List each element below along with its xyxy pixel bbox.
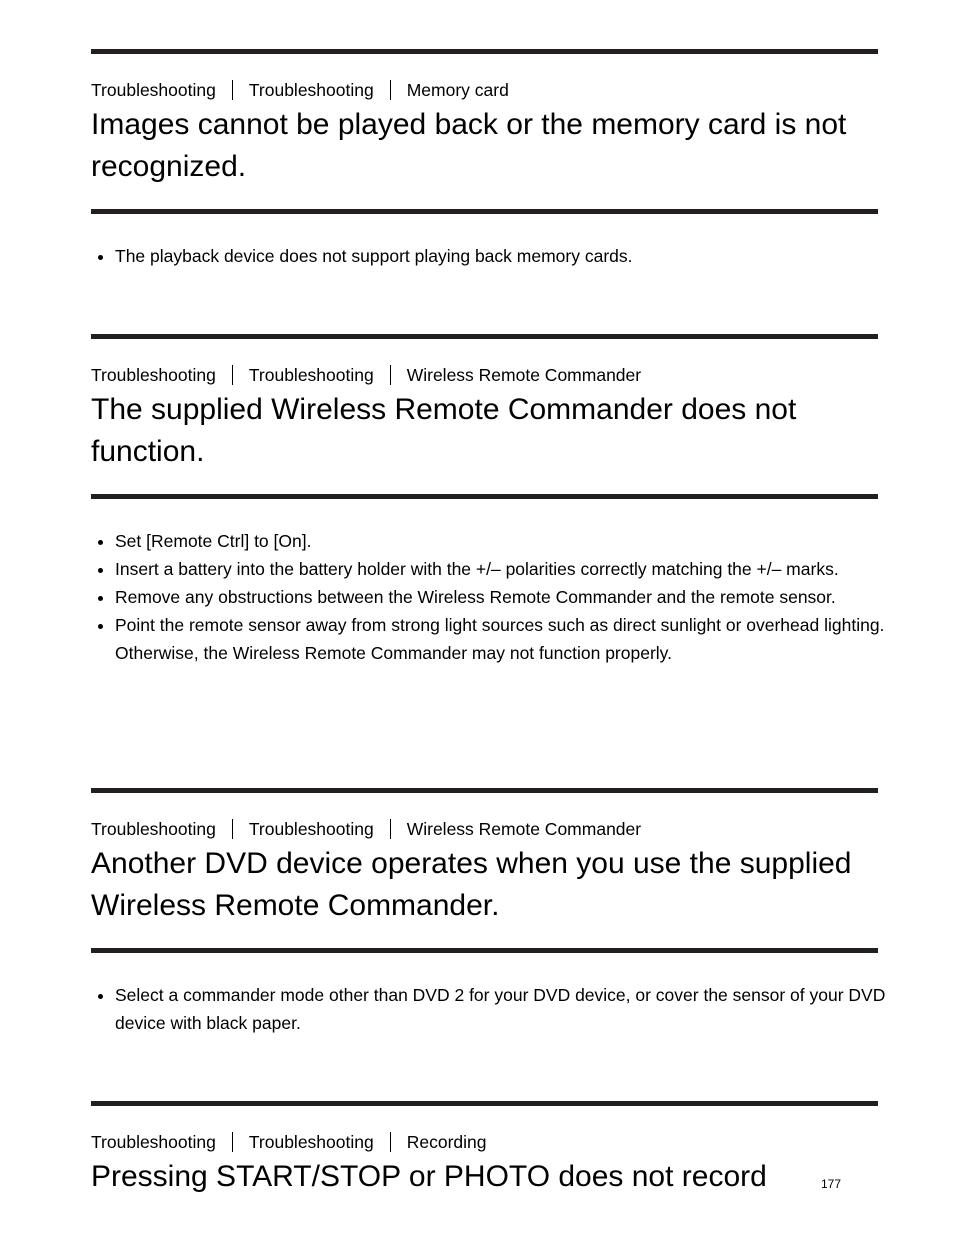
breadcrumb-separator (390, 365, 391, 385)
section-top-rule (91, 49, 878, 54)
breadcrumb-item[interactable]: Troubleshooting (248, 1132, 374, 1152)
breadcrumb-item[interactable]: Troubleshooting (248, 365, 374, 385)
breadcrumb-item[interactable]: Wireless Remote Commander (406, 365, 642, 385)
breadcrumb-item[interactable]: Troubleshooting (91, 365, 216, 385)
list-item: • Insert a battery into the battery holder with the +/– polarities correctly matching the +/– marks. (115, 555, 905, 583)
list-item: • Select a commander mode other than DVD 2 for your DVD device, or cover the sensor of your DVD device with black paper. (115, 981, 905, 1037)
breadcrumb-item[interactable]: Troubleshooting (91, 80, 216, 100)
breadcrumb-item[interactable]: Troubleshooting (248, 80, 374, 100)
breadcrumb (91, 1131, 487, 1153)
breadcrumb-separator (232, 1132, 233, 1152)
breadcrumb-item[interactable]: Recording (406, 1132, 487, 1152)
breadcrumb-separator (390, 80, 391, 100)
list-item: • The playback device does not support playing back memory cards. (115, 242, 905, 270)
breadcrumb (91, 364, 641, 386)
breadcrumb-item[interactable]: Troubleshooting (248, 819, 374, 839)
section-title: Another DVD device operates when you use the supplied Wireless Remote Commander. (91, 847, 852, 922)
breadcrumb-separator (232, 80, 233, 100)
bullet-list (91, 527, 905, 667)
breadcrumb-separator (390, 1132, 391, 1152)
breadcrumb-separator (232, 365, 233, 385)
breadcrumb-separator (232, 819, 233, 839)
list-item: • Set [Remote Ctrl] to [On]. (115, 527, 905, 555)
section-title-rule (91, 948, 878, 953)
section-title-rule (91, 209, 878, 214)
breadcrumb-item[interactable]: Memory card (406, 80, 509, 100)
page-number: 177 (821, 1177, 842, 1191)
list-item: • Point the remote sensor away from strong light sources such as direct sunlight or overhead lighting. Otherwise, the Wireless Remote Commander may not function properly. (115, 611, 905, 667)
section-title: The supplied Wireless Remote Commander does not function. (91, 393, 797, 468)
section-title: Images cannot be played back or the memory card is not recognized. (91, 108, 847, 183)
section-title-rule (91, 494, 878, 499)
section-title: Pressing START/STOP or PHOTO does not record (91, 1160, 767, 1193)
bullet-list (91, 981, 905, 1037)
bullet-list (91, 242, 905, 270)
section-top-rule (91, 334, 878, 339)
list-item: • Remove any obstructions between the Wireless Remote Commander and the remote sensor. (115, 583, 905, 611)
breadcrumb (91, 818, 641, 840)
breadcrumb-item[interactable]: Troubleshooting (91, 1132, 216, 1152)
breadcrumb-item[interactable]: Troubleshooting (91, 819, 216, 839)
section-top-rule (91, 788, 878, 793)
breadcrumb-item[interactable]: Wireless Remote Commander (406, 819, 642, 839)
breadcrumb (91, 79, 509, 101)
breadcrumb-separator (390, 819, 391, 839)
section-top-rule (91, 1101, 878, 1106)
